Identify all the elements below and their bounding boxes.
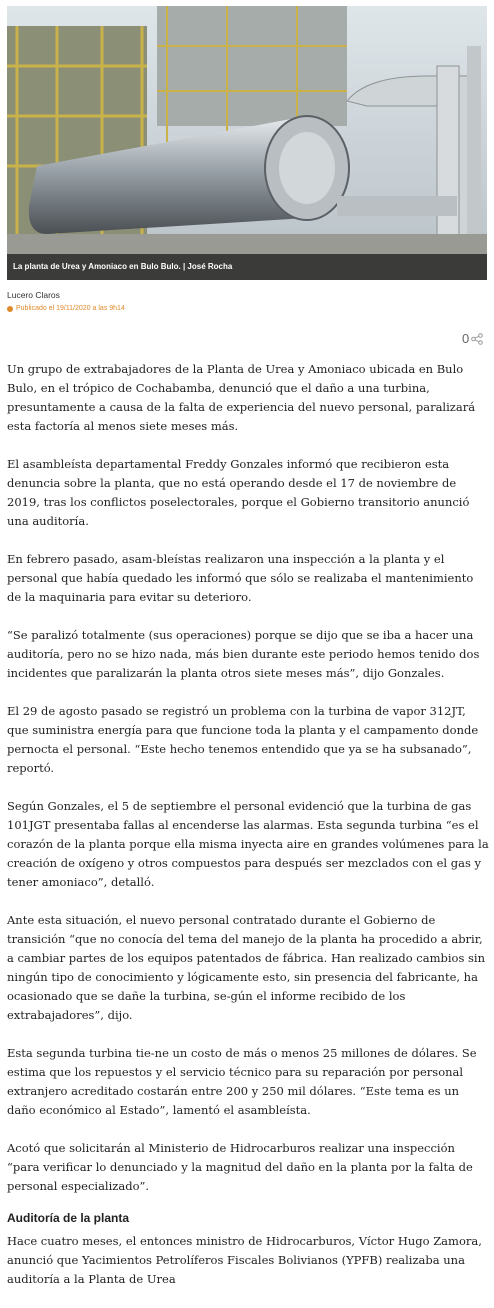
article-paragraph: Ante esta situación, el nuevo personal contratado durante el Gobierno de transición “que no conocía del tema del manejo de la planta ha procedido a abrir, a cambiar partes de los equipos patentados de fábrica. Han realizado cambios sin ningún tipo de conocimiento y lógicamente esto, sin presencia del fabricante, ha ocasionado que se dañe la turbina, se-gún el informe recibido de los extrabajadores”, dijo. <box>7 913 486 1022</box>
article-body <box>7 360 489 1308</box>
article-paragraph: “Se paralizó totalmente (sus operaciones) porque se dijo que se iba a hacer una auditoría, pero no se hizo nada, más bien durante este periodo hemos tenido dos incidentes que paralizarán la planta otros siete meses más”, dijo Gonzales. <box>7 628 480 680</box>
share-button[interactable] <box>462 331 483 346</box>
share-count: 0 <box>462 331 470 346</box>
publish-date-text: Publicado el 19/11/2020 a las 9h14 <box>16 305 125 312</box>
article-paragraph: El 29 de agosto pasado se registró un problema con la turbina de vapor 312JT, que suministra energía para que funcione toda la planta y el campamento donde pernocta el personal. “Este hecho tenemos entendido que ya se ha subsanado”, reportó. <box>7 704 479 775</box>
article-paragraph: Esta segunda turbina tie-ne un costo de más o menos 25 millones de dólares. Se estima que los repuestos y el servicio técnico para su reparación por personal extranjero acreditado costarán entre 200 y 250 mil dólares. “Este tema es un daño económico al Estado”, lamentó el asambleísta. <box>7 1046 477 1117</box>
image-caption: La planta de Urea y Amoniaco en Bulo Bulo. | José Rocha <box>7 254 487 280</box>
article-paragraph: Un grupo de extrabajadores de la Planta de Urea y Amoniaco ubicada en Bulo Bulo, en el trópico de Cochabamba, denunció que el daño a una turbina, presuntamente a causa de la falta de experiencia del nuevo personal, paralizará esta factoría al menos siete meses más. <box>7 362 476 433</box>
publish-date <box>7 305 125 312</box>
author-name[interactable]: Lucero Claros <box>7 290 60 300</box>
section-heading: Auditoría de la planta <box>7 1211 130 1225</box>
hero-image <box>7 6 487 280</box>
clock-icon <box>7 306 13 312</box>
article-paragraph: En febrero pasado, asam-bleístas realizaron una inspección a la planta y el personal que había quedado les informó que sólo se realizaba el mantenimiento de la maquinaria para evitar su deterioro. <box>7 552 474 604</box>
article-paragraph: Según Gonzales, el 5 de septiembre el personal evidenció que la turbina de gas 101JGT presentaba fallas al encenderse las alarmas. Esta segunda turbina “es el corazón de la planta porque ella misma inyecta aire en grandes volúmenes para la creación de oxígeno y otros compuestos para después ser mezclados con el gas y tener amoniaco”, detalló. <box>7 799 489 889</box>
article-paragraph: El asambleísta departamental Freddy Gonzales informó que recibieron esta denuncia sobre la planta, que no está operando desde el 17 de noviembre de 2019, tras los conflictos poselectorales, porque el Gobierno transitorio anunció una auditoría. <box>7 457 470 528</box>
plant-photo <box>7 6 487 280</box>
article-paragraph: Acotó que solicitarán al Ministerio de Hidrocarburos realizar una inspección “para verificar lo denunciado y la magnitud del daño en la planta por la falta de personal especializado”. <box>7 1141 473 1193</box>
article-paragraph: Hace cuatro meses, el entonces ministro de Hidrocarburos, Víctor Hugo Zamora, anunció que Yacimientos Petrolíferos Fiscales Bolivianos (YPFB) realizaba una auditoría a la Planta de Urea <box>7 1234 482 1286</box>
share-icon <box>471 333 483 345</box>
